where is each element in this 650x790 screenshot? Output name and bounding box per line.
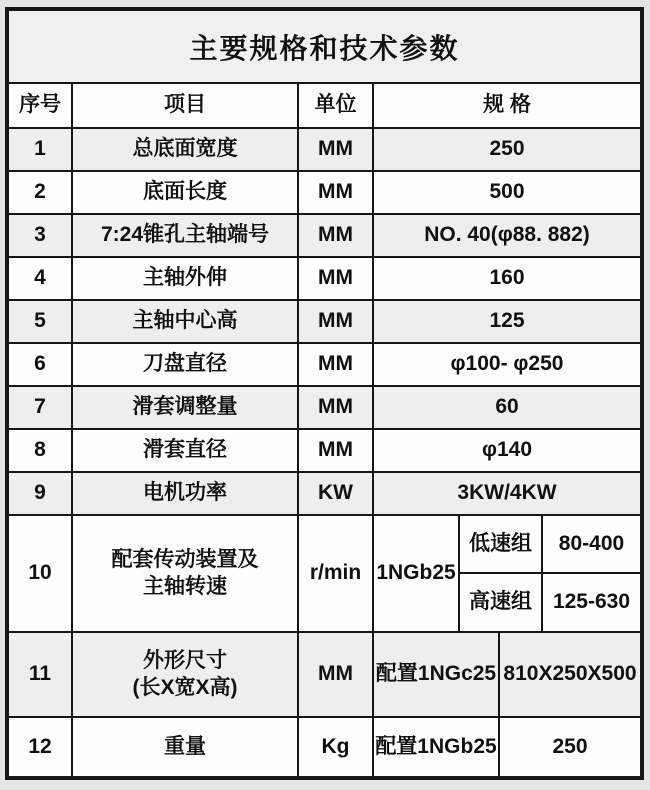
- header-no: 序号: [9, 84, 73, 127]
- cell-unit: Kg: [299, 718, 374, 776]
- table-row: [9, 430, 640, 473]
- cell-item: 7:24锥孔主轴端号: [73, 215, 299, 256]
- cell-item: 刀盘直径: [73, 344, 299, 385]
- cell-unit: KW: [299, 473, 374, 514]
- cell-unit: MM: [299, 430, 374, 471]
- cell-no: 2: [9, 172, 73, 213]
- cell-spec: 125: [489, 309, 525, 333]
- item-line-1: 配套传动装置及: [111, 548, 259, 572]
- table-row: [9, 129, 640, 172]
- cell-no: 11: [9, 633, 73, 716]
- low-speed-label: 低速组: [460, 516, 543, 572]
- cell-spec: 3KW/4KW: [457, 481, 557, 505]
- table-row-spindle-speed: [9, 516, 640, 633]
- header-spec: 规 格: [483, 93, 531, 117]
- table-row: [9, 215, 640, 258]
- cell-spec: 60: [495, 395, 519, 419]
- cell-item: [73, 633, 299, 716]
- cell-spec-split: [374, 516, 640, 631]
- item-line-1: 外形尺寸: [143, 649, 227, 673]
- header-unit: 单位: [299, 84, 374, 127]
- config-label: 配置1NGc25: [374, 633, 500, 716]
- table-row: [9, 172, 640, 215]
- item-line-2: 主轴转速: [143, 574, 227, 598]
- config-label: 配置1NGb25: [374, 718, 500, 776]
- cell-spec: NO. 40(φ88. 882): [424, 223, 590, 247]
- table-row: [9, 301, 640, 344]
- header-item: 项目: [73, 84, 299, 127]
- cell-item: 滑套直径: [73, 430, 299, 471]
- high-speed-label: 高速组: [460, 574, 543, 632]
- high-speed-row: [460, 574, 640, 632]
- config-value: 250: [552, 734, 588, 758]
- gear-groups: [460, 516, 640, 631]
- low-speed-row: [460, 516, 640, 574]
- cell-spec: 500: [489, 180, 525, 204]
- drive-model: 1NGb25: [374, 516, 460, 631]
- cell-item: 主轴外伸: [73, 258, 299, 299]
- cell-item: 重量: [73, 718, 299, 776]
- table-row: [9, 344, 640, 387]
- cell-spec: 160: [489, 266, 525, 290]
- spec-table: [5, 7, 644, 780]
- table-row: [9, 387, 640, 430]
- page-title: 主要规格和技术参数: [9, 11, 640, 84]
- cell-unit: MM: [299, 129, 374, 170]
- cell-unit: MM: [299, 172, 374, 213]
- cell-no: 9: [9, 473, 73, 514]
- cell-no: 10: [9, 516, 73, 631]
- table-row: [9, 258, 640, 301]
- cell-spec-split: [374, 633, 640, 716]
- table-row-dimensions: [9, 633, 640, 718]
- cell-no: 6: [9, 344, 73, 385]
- cell-no: 12: [9, 718, 73, 776]
- cell-unit: MM: [299, 258, 374, 299]
- cell-spec: φ140: [481, 438, 533, 462]
- cell-unit: MM: [299, 633, 374, 716]
- cell-no: 4: [9, 258, 73, 299]
- cell-no: 1: [9, 129, 73, 170]
- config-value: 810X250X500: [503, 662, 637, 686]
- item-line-2: (长X宽X高): [132, 675, 238, 699]
- cell-item: 底面长度: [73, 172, 299, 213]
- cell-unit: MM: [299, 344, 374, 385]
- high-speed-value: 125-630: [552, 590, 631, 614]
- low-speed-value: 80-400: [558, 531, 625, 555]
- cell-no: 3: [9, 215, 73, 256]
- cell-spec-split: [374, 718, 640, 776]
- cell-spec: 250: [489, 137, 525, 161]
- cell-no: 5: [9, 301, 73, 342]
- cell-unit: r/min: [299, 516, 374, 631]
- cell-unit: MM: [299, 301, 374, 342]
- cell-item: 总底面宽度: [73, 129, 299, 170]
- cell-item: 滑套调整量: [73, 387, 299, 428]
- table-row: [9, 473, 640, 516]
- cell-item: 电机功率: [73, 473, 299, 514]
- cell-item: [73, 516, 299, 631]
- cell-unit: MM: [299, 215, 374, 256]
- cell-no: 7: [9, 387, 73, 428]
- cell-item: 主轴中心高: [73, 301, 299, 342]
- cell-spec: φ100- φ250: [450, 352, 564, 376]
- cell-no: 8: [9, 430, 73, 471]
- table-row-weight: [9, 718, 640, 776]
- cell-unit: MM: [299, 387, 374, 428]
- header-row: [9, 84, 640, 129]
